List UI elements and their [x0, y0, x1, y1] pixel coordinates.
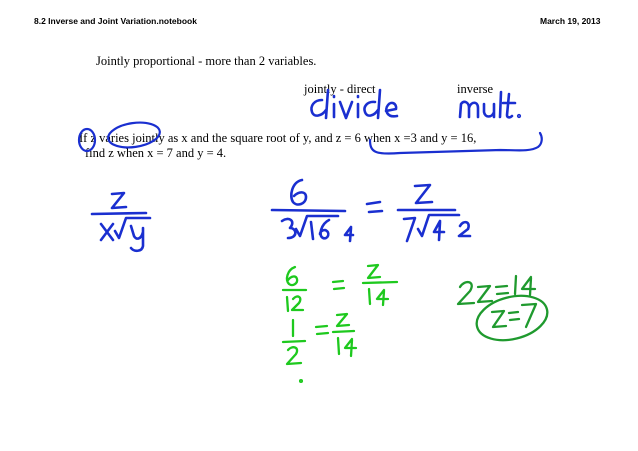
circle-around-z: [79, 129, 95, 151]
handwritten-divide: [311, 90, 397, 118]
label-inverse: inverse: [457, 82, 494, 96]
setup-fraction: [92, 193, 150, 251]
proportion-equation: [272, 180, 470, 241]
label-jointly-direct: jointly - direct: [304, 82, 376, 96]
oval-around-varies: [107, 119, 162, 150]
step-three: [283, 314, 356, 382]
notebook-title: 8.2 Inverse and Joint Variation.notebook: [34, 16, 197, 26]
bracket-under-condition: [370, 133, 542, 154]
handwritten-mult: [460, 92, 520, 117]
problem-line-1: If z varies jointly as x and the square root of y, and z = 6 when x =3 and y = 16,: [79, 131, 477, 145]
step-two: [283, 265, 397, 311]
problem-line-2: find z when x = 7 and y = 4.: [85, 146, 227, 160]
heading-jointly-proportional: Jointly proportional - more than 2 variables.: [96, 54, 317, 68]
notebook-date: March 19, 2013: [540, 16, 601, 26]
result-box: [458, 276, 552, 347]
